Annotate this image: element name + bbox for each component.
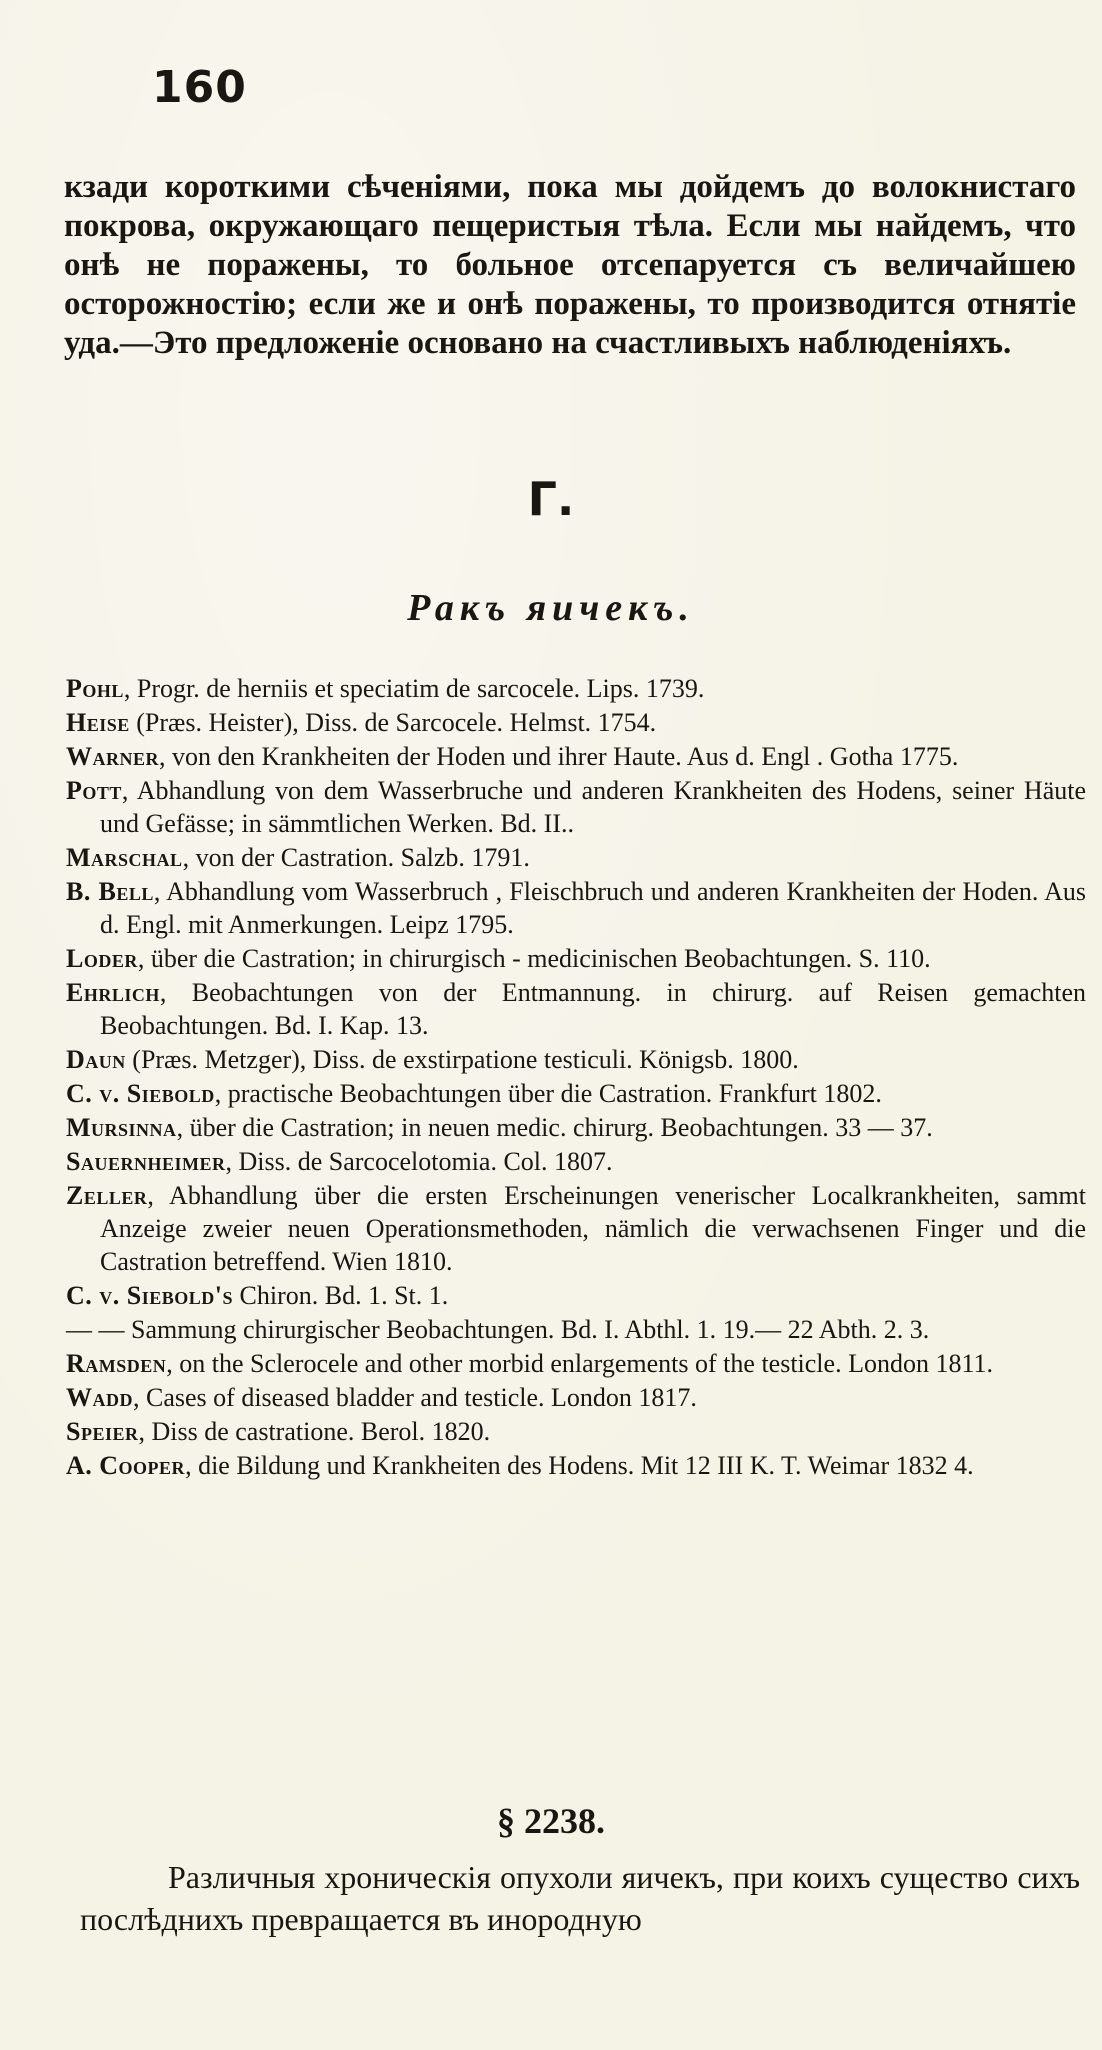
- reference-text: , über die Castration; in neuen medic. chirurg. Beobachtungen. 33 — 37.: [176, 1113, 933, 1142]
- reference-entry: [66, 1347, 1086, 1380]
- reference-author: B. Bell: [66, 877, 154, 906]
- reference-entry: [66, 1381, 1086, 1414]
- reference-entry: [66, 1279, 1086, 1312]
- reference-entry: [66, 1415, 1086, 1448]
- reference-text: , Beobachtungen von der Entmannung. in chirurg. auf Reisen gemachten Beobachtungen. Bd. I. Kap. 13.: [100, 978, 1086, 1040]
- reference-author: C. v. Siebold's: [66, 1281, 233, 1310]
- reference-text: , Abhandlung von dem Wasserbruche und anderen Krankheiten des Hodens, seiner Häute und Gefässe; in sämmtlichen Werken. Bd. II..: [100, 776, 1086, 838]
- reference-author: Zeller: [66, 1181, 148, 1210]
- reference-text: (Præs. Heister), Diss. de Sarcocele. Helmst. 1754.: [129, 708, 657, 737]
- reference-text: — — Sammung chirurgischer Beobachtungen. Bd. I. Abthl. 1. 19.— 22 Abth. 2. 3.: [66, 1315, 930, 1344]
- reference-author: Ramsden: [66, 1349, 167, 1378]
- reference-text: , Cases of diseased bladder and testicle. London 1817.: [133, 1383, 697, 1412]
- reference-text: , Progr. de herniis et speciatim de sarcocele. Lips. 1739.: [123, 674, 705, 703]
- reference-entry: [66, 875, 1086, 941]
- reference-entry: [66, 672, 1086, 705]
- reference-entry: [66, 1043, 1086, 1076]
- reference-entry: [66, 1449, 1086, 1482]
- reference-author: Wadd: [66, 1383, 133, 1412]
- reference-entry: [66, 841, 1086, 874]
- body-paragraph: Различныя хроническія опухоли яичекъ, при коихъ существо сихъ послѣднихъ превращается въ инородную: [80, 1859, 1080, 1937]
- reference-list: [66, 672, 1086, 1483]
- reference-text: , von der Castration. Salzb. 1791.: [182, 843, 530, 872]
- reference-author: Marschal: [66, 843, 183, 872]
- reference-entry: [66, 1145, 1086, 1178]
- intro-paragraph: кзади короткими сѣченіями, пока мы дойдемъ до волокнистаго покрова, окружающаго пещеристыя тѣла. Если мы найдемъ, что онѣ не поражены, то больное отсепаруется съ величайшею осторожностію; если же и онѣ поражены, то производится отнятіе уда.—Это предложеніе основано на счастливыхъ наблюденіяхъ.: [64, 169, 1076, 361]
- reference-author: Pohl: [66, 674, 124, 703]
- reference-author: Mursinna: [66, 1113, 177, 1142]
- reference-author: Loder: [66, 944, 138, 973]
- reference-text: , Diss de castratione. Berol. 1820.: [138, 1417, 491, 1446]
- reference-entry: [66, 942, 1086, 975]
- reference-author: Sauernheimer: [66, 1147, 226, 1176]
- reference-text: , Abhandlung über die ersten Erscheinungen venerischer Localkrankheiten, sammt Anzeige zweier neuen Operationsmethoden, nämlich die verwachsenen Finger und die Castration betreffend. Wien 1810.: [100, 1181, 1086, 1276]
- reference-text: , die Bildung und Krankheiten des Hodens. Mit 12 III K. T. Weimar 1832 4.: [185, 1451, 974, 1480]
- section-title: Ракъ яичекъ.: [407, 587, 695, 629]
- reference-text: , über die Castration; in chirurgisch - medicinischen Beobachtungen. S. 110.: [137, 944, 931, 973]
- reference-entry: [66, 1179, 1086, 1278]
- reference-author: Speier: [66, 1417, 139, 1446]
- reference-author: Pott: [66, 776, 122, 805]
- reference-text: , Diss. de Sarcocelotomia. Col. 1807.: [225, 1147, 613, 1176]
- section-letter: Г.: [527, 472, 575, 526]
- reference-author: C. v. Siebold: [66, 1079, 215, 1108]
- reference-author: Ehrlich: [66, 978, 160, 1007]
- reference-text: Chiron. Bd. 1. St. 1.: [233, 1281, 449, 1310]
- page-number: 160: [152, 62, 247, 113]
- paragraph-number: § 2238.: [497, 1801, 605, 1841]
- reference-entry: [66, 706, 1086, 739]
- reference-text: (Præs. Metzger), Diss. de exstirpatione testiculi. Königsb. 1800.: [125, 1045, 799, 1074]
- reference-text: , Abhandlung vom Wasserbruch , Fleischbruch und anderen Krankheiten der Hoden. Aus d. Engl. mit Anmerkungen. Leipz 1795.: [100, 877, 1086, 939]
- reference-text: , von den Krankheiten der Hoden und ihrer Haute. Aus d. Engl . Gotha 1775.: [159, 742, 959, 771]
- reference-author: Warner: [66, 742, 160, 771]
- reference-text: , practische Beobachtungen über die Castration. Frankfurt 1802.: [214, 1079, 882, 1108]
- reference-entry: [66, 1111, 1086, 1144]
- reference-author: A. Cooper: [66, 1451, 186, 1480]
- reference-author: Heise: [66, 708, 130, 737]
- reference-entry: [66, 774, 1086, 840]
- reference-author: Daun: [66, 1045, 126, 1074]
- reference-entry: [66, 1313, 1086, 1346]
- reference-entry: [66, 976, 1086, 1042]
- reference-entry: [66, 1077, 1086, 1110]
- reference-entry: [66, 740, 1086, 773]
- reference-text: , on the Sclerocele and other morbid enlargements of the testicle. London 1811.: [166, 1349, 993, 1378]
